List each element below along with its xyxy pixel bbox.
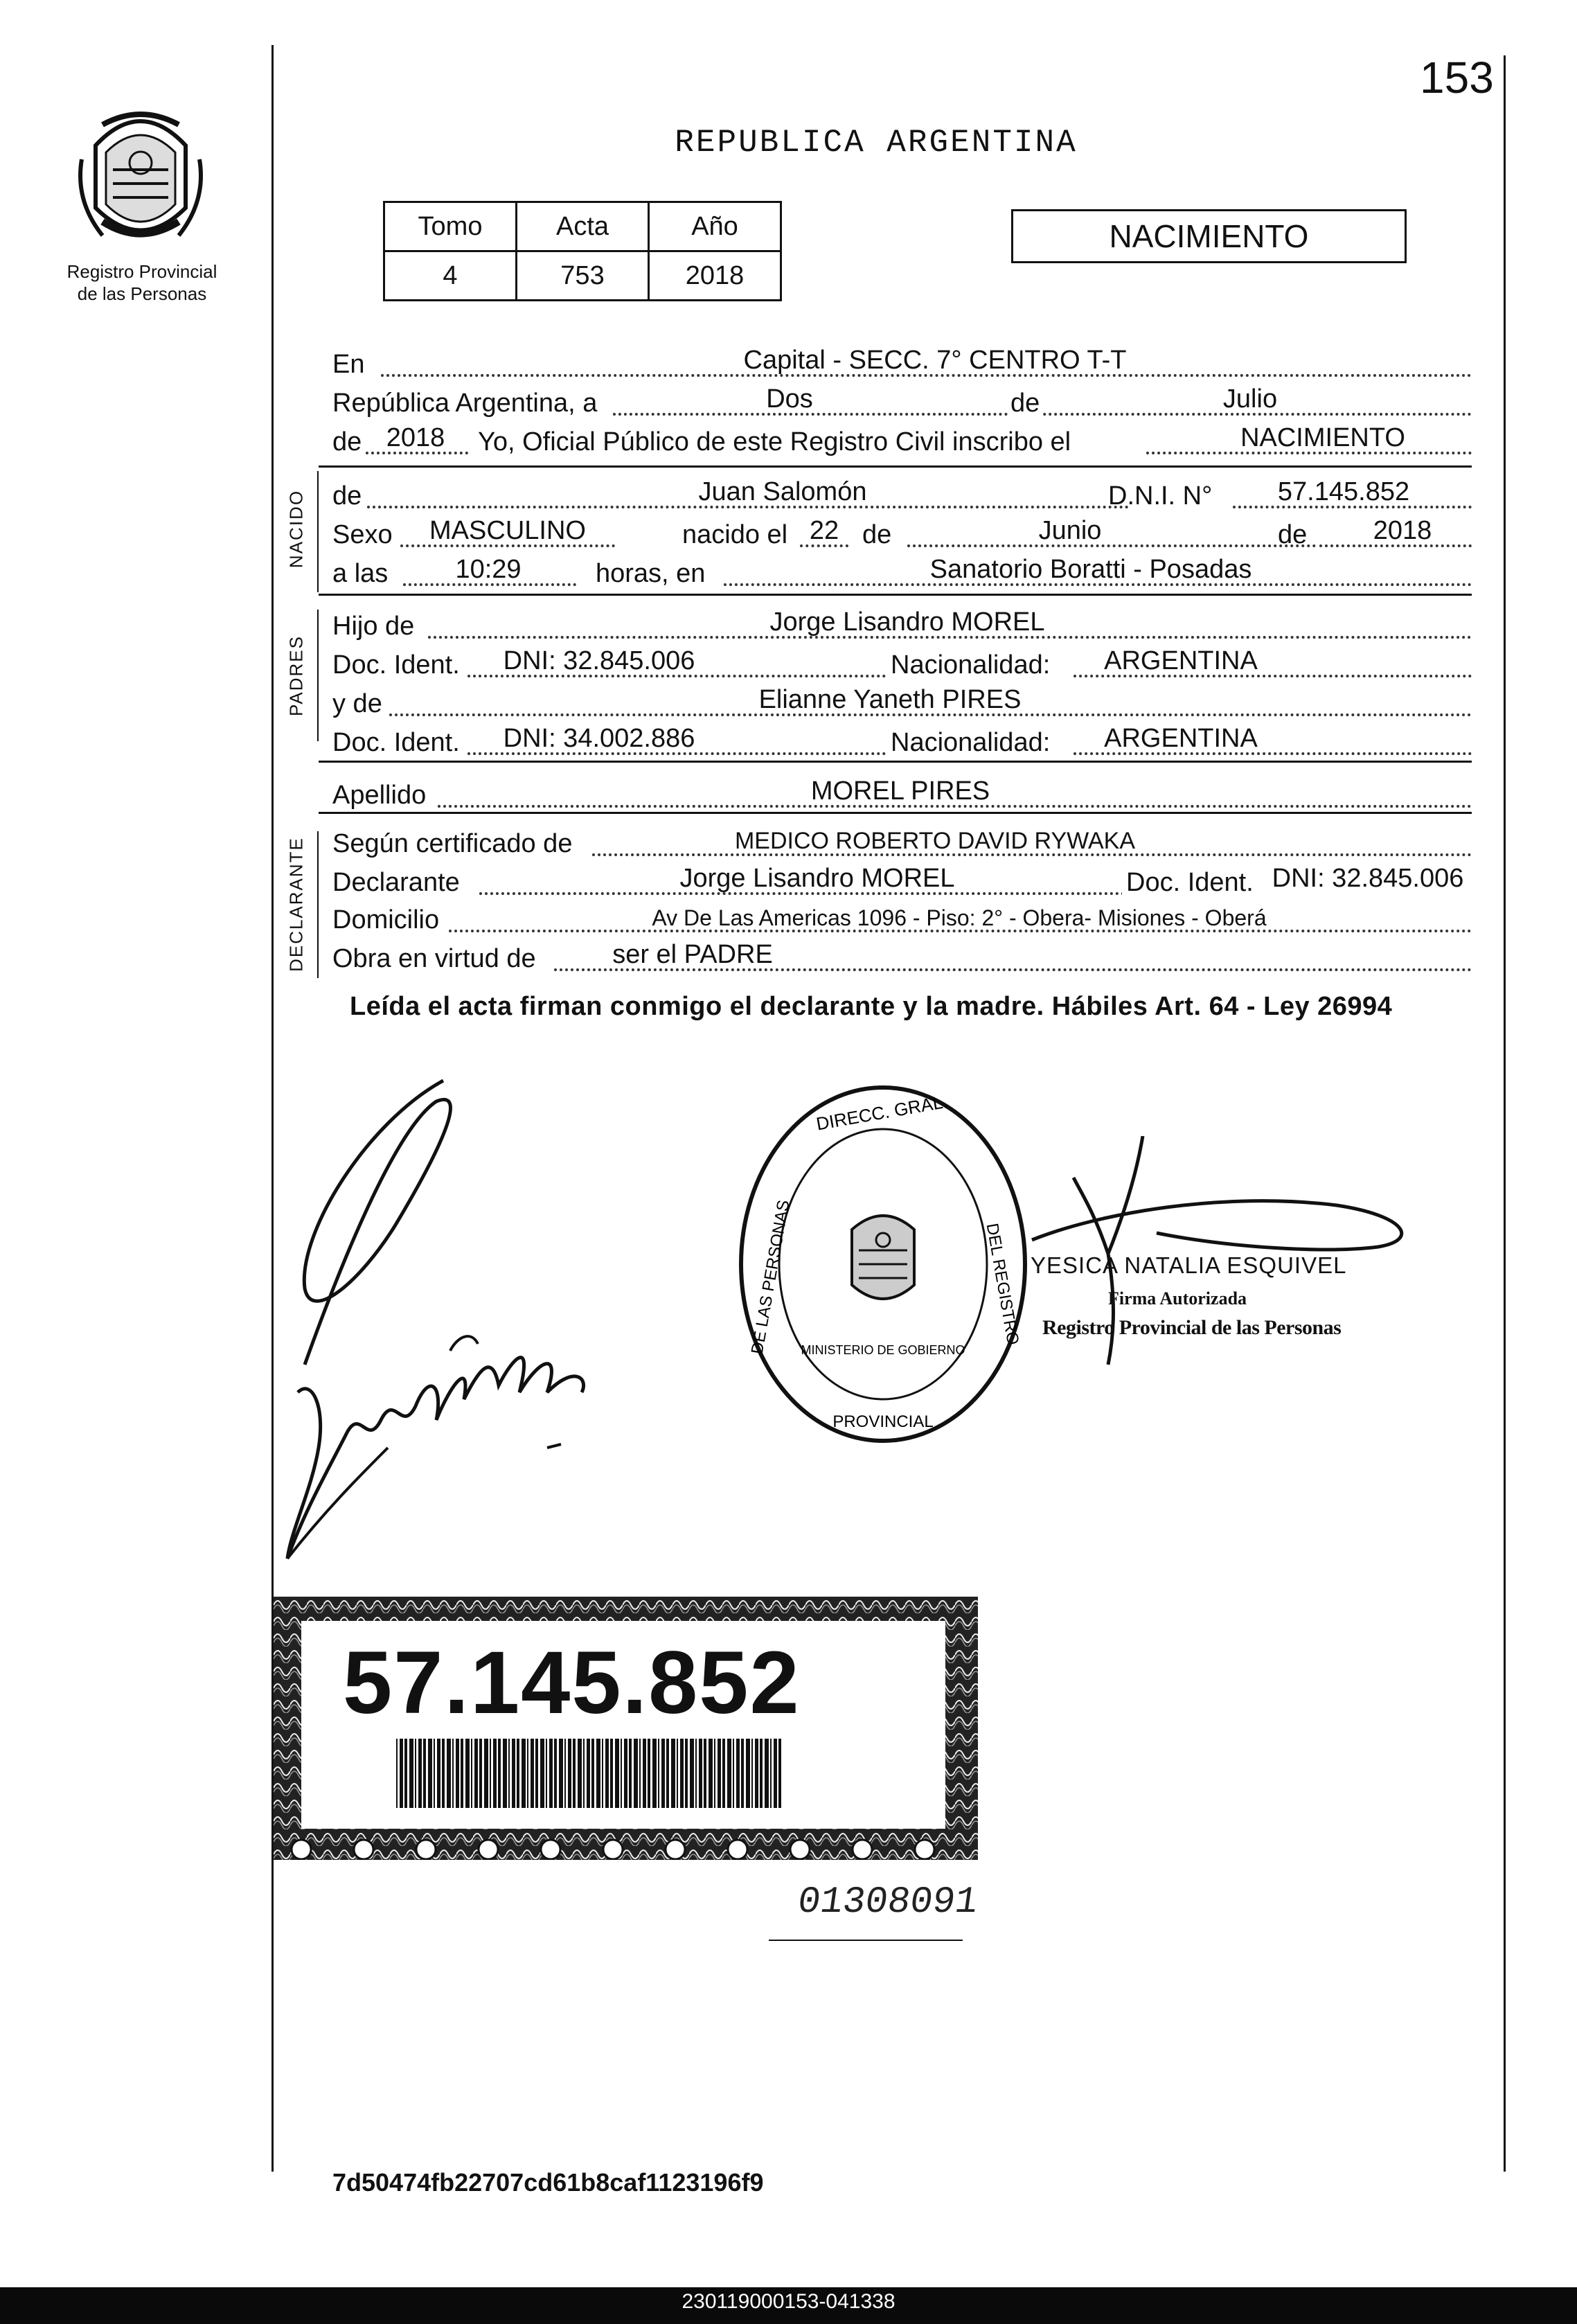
section-bracket xyxy=(317,610,319,741)
page-number: 153 xyxy=(1420,53,1494,103)
apellido-label: Apellido xyxy=(332,781,427,810)
row-declarante xyxy=(332,864,1472,902)
mother-doc-value: DNI: 34.002.886 xyxy=(503,724,695,753)
acto-value: NACIMIENTO xyxy=(1240,423,1405,452)
registry-caption xyxy=(42,260,242,305)
declarante-label: Declarante xyxy=(332,868,460,897)
hijo-de-label: Hijo de xyxy=(332,612,415,641)
closing-statement: Leída el acta firman conmigo el declarante y la madre. Hábiles Art. 64 - Ley 26994 xyxy=(350,992,1393,1021)
section-bracket xyxy=(317,471,319,592)
control-number: 01308091 xyxy=(794,1881,981,1924)
row-nacido-hora xyxy=(332,556,1472,593)
row-domicilio xyxy=(332,902,1472,939)
barcode-icon xyxy=(396,1739,784,1808)
nacido-section-label: NACIDO xyxy=(285,489,307,569)
section-divider xyxy=(319,594,1472,596)
republica-label: República Argentina, a xyxy=(332,389,598,418)
mother-value: Elianne Yaneth PIRES xyxy=(758,685,1022,714)
record-table-value-row xyxy=(384,251,781,301)
tomo-header: Tomo xyxy=(384,202,517,251)
acta-value: 753 xyxy=(517,251,649,301)
father-doc-value: DNI: 32.845.006 xyxy=(503,646,695,675)
svg-text:DIRECC. GRAL.: DIRECC. GRAL. xyxy=(814,1090,950,1135)
anio-value: 2018 xyxy=(649,251,781,301)
row-nacido-nombre xyxy=(332,478,1472,515)
father-value: Jorge Lisandro MOREL xyxy=(769,607,1045,637)
y-de-label: y de xyxy=(332,689,382,718)
sexo-value: MASCULINO xyxy=(429,516,586,545)
declarante-doc-label: Doc. Ident. xyxy=(1122,868,1258,898)
nacido-name-value: Juan Salomón xyxy=(698,477,867,506)
tomo-value: 4 xyxy=(384,251,517,301)
padres-section-label: PADRES xyxy=(285,635,307,716)
domicilio-value: Av De Las Americas 1096 - Piso: 2° - Obera- Misiones - Oberá xyxy=(652,905,1267,930)
domicilio-label: Domicilio xyxy=(332,905,440,934)
row-nacido-sexo xyxy=(332,517,1472,554)
row-y-de xyxy=(332,686,1472,723)
officer-role: Firma Autorizada xyxy=(1108,1288,1247,1309)
section-divider xyxy=(319,812,1472,814)
country-title: REPUBLICA ARGENTINA xyxy=(675,125,1078,161)
day-value: Dos xyxy=(766,384,813,414)
row-republica xyxy=(332,385,1472,423)
oficial-text: Yo, Oficial Público de este Registro Civil inscribo el xyxy=(478,427,1071,456)
section-divider xyxy=(319,465,1472,468)
anio-header: Año xyxy=(649,202,781,251)
svg-text:PROVINCIAL: PROVINCIAL xyxy=(832,1412,934,1431)
row-year xyxy=(332,424,1472,461)
place-value: Capital - SECC. 7° CENTRO T-T xyxy=(743,346,1127,375)
control-underline xyxy=(769,1940,963,1941)
de-label: de xyxy=(1008,389,1042,418)
record-table xyxy=(383,201,782,301)
birth-de-label: de xyxy=(862,520,892,549)
horas-label: horas, en xyxy=(596,559,706,588)
acta-header: Acta xyxy=(517,202,649,251)
obra-label: Obra en virtud de xyxy=(332,944,536,973)
declarante-doc-value: DNI: 32.845.006 xyxy=(1272,864,1464,893)
document-type-box: NACIMIENTO xyxy=(1011,209,1407,263)
nacido-el-label: nacido el xyxy=(682,520,788,549)
month-value: Julio xyxy=(1222,384,1278,414)
sticker-dni-number: 57.145.852 xyxy=(343,1633,801,1732)
row-mother-doc xyxy=(332,725,1472,762)
declarante-name-value: Jorge Lisandro MOREL xyxy=(679,864,955,893)
nacido-de-label: de xyxy=(332,481,362,511)
section-bracket xyxy=(317,831,319,978)
time-value: 10:29 xyxy=(455,555,522,584)
nacido-dni-value: 57.145.852 xyxy=(1277,477,1410,506)
row-father-doc xyxy=(332,647,1472,684)
obra-value: ser el PADRE xyxy=(612,940,773,969)
de-year-label: de xyxy=(332,427,362,456)
footer-code: 230119000153-041338 xyxy=(681,2290,896,2313)
officer-organization: Registro Provincial de las Personas xyxy=(1042,1316,1342,1339)
row-apellido xyxy=(332,777,1472,815)
registro-civil-seal-icon xyxy=(734,1077,1032,1451)
record-table-header-row xyxy=(384,202,781,251)
row-en xyxy=(332,346,1472,384)
father-nationality-label: Nacionalidad: xyxy=(886,650,1054,680)
svg-text:DEL REGISTRO: DEL REGISTRO xyxy=(982,1221,1023,1347)
right-margin-line xyxy=(1504,55,1506,2172)
registry-line-2: de las Personas xyxy=(77,283,207,304)
row-segun xyxy=(332,826,1472,863)
provincia-misiones-crest-icon xyxy=(75,104,206,256)
birth-day-value: 22 xyxy=(809,516,839,545)
mother-doc-label: Doc. Ident. xyxy=(332,728,460,757)
apellido-value: MOREL PIRES xyxy=(810,777,990,806)
certificado-value: MEDICO ROBERTO DAVID RYWAKA xyxy=(734,828,1136,854)
registry-line-1: Registro Provincial xyxy=(66,261,217,282)
en-label: En xyxy=(332,350,365,379)
section-divider xyxy=(319,761,1472,763)
dni-label: D.N.I. N° xyxy=(1108,481,1213,511)
segun-label: Según certificado de xyxy=(332,829,573,858)
row-hijo-de xyxy=(332,608,1472,646)
father-nationality-value: ARGENTINA xyxy=(1104,646,1258,675)
officer-name: YESICA NATALIA ESQUIVEL xyxy=(1031,1252,1347,1278)
birth-de-year-label: de xyxy=(1278,520,1308,549)
father-doc-label: Doc. Ident. xyxy=(332,650,460,680)
birth-place-value: Sanatorio Boratti - Posadas xyxy=(929,555,1252,584)
mother-nationality-value: ARGENTINA xyxy=(1104,724,1258,753)
svg-text:MINISTERIO DE GOBIERNO: MINISTERIO DE GOBIERNO xyxy=(801,1343,965,1357)
declarante-section-label: DECLARANTE xyxy=(285,837,307,972)
svg-text:DE LAS PERSONAS: DE LAS PERSONAS xyxy=(747,1198,794,1356)
year-value: 2018 xyxy=(386,423,445,452)
row-obra xyxy=(332,941,1472,978)
birth-year-value: 2018 xyxy=(1373,516,1432,545)
birth-month-value: Junio xyxy=(1038,516,1102,545)
a-las-label: a las xyxy=(332,559,389,588)
handwritten-signature-icon xyxy=(284,1060,603,1586)
mother-nationality-label: Nacionalidad: xyxy=(886,728,1054,758)
document-hash: 7d50474fb22707cd61b8caf1123196f9 xyxy=(332,2168,764,2197)
sexo-label: Sexo xyxy=(332,520,393,549)
